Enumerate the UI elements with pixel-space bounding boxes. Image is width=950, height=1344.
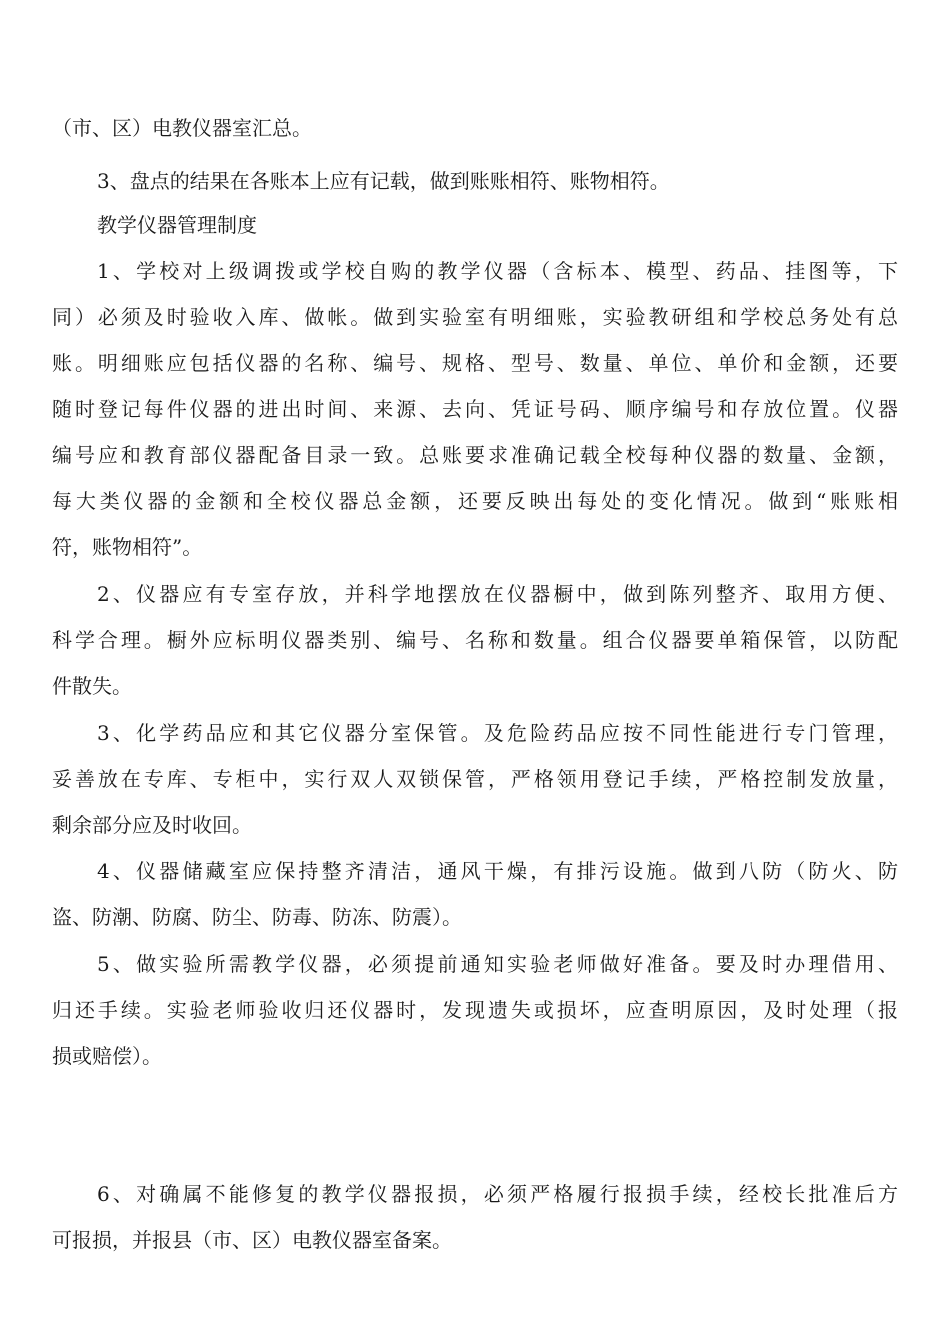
text-line: 编号应和教育部仪器配备目录一致。总账要求准确记载全校每种仪器的数量、金额， — [52, 443, 898, 467]
text-line: 5、做实验所需教学仪器，必须提前通知实验老师做好准备。要及时办理借用、 — [97, 952, 898, 976]
text-line: 随时登记每件仪器的进出时间、来源、去向、凭证号码、顺序编号和存放位置。仪器 — [52, 397, 898, 421]
text-line: 妥善放在专库、专柜中，实行双人双锁保管，严格领用登记手续，严格控制发放量， — [52, 767, 898, 791]
text-line: 盗、防潮、防腐、防尘、防毒、防冻、防震）。 — [52, 905, 462, 929]
section-heading: 教学仪器管理制度 — [97, 213, 257, 237]
text-line: （市、区）电教仪器室汇总。 — [52, 116, 312, 140]
text-line: 归还手续。实验老师验收归还仪器时，发现遗失或损坏，应查明原因，及时处理（报 — [52, 998, 898, 1022]
text-line: 3、化学药品应和其它仪器分室保管。及危险药品应按不同性能进行专门管理， — [97, 721, 898, 745]
text-line: 账。明细账应包括仪器的名称、编号、规格、型号、数量、单位、单价和金额，还要 — [52, 351, 898, 375]
text-line: 6、对确属不能修复的教学仪器报损，必须严格履行报损手续，经校长批准后方 — [97, 1182, 898, 1206]
text-line: 2、仪器应有专室存放，并科学地摆放在仪器橱中，做到陈列整齐、取用方便、 — [97, 582, 898, 606]
text-line: 3、盘点的结果在各账本上应有记载，做到账账相符、账物相符。 — [97, 169, 670, 193]
text-line: 1、学校对上级调拨或学校自购的教学仪器（含标本、模型、药品、挂图等，下 — [97, 259, 898, 283]
text-line: 件散失。 — [52, 674, 132, 698]
text-line: 剩余部分应及时收回。 — [52, 813, 252, 837]
text-line: 损或赔偿）。 — [52, 1044, 162, 1068]
text-line: 可报损，并报县（市、区）电教仪器室备案。 — [52, 1228, 452, 1252]
text-line: 符，账物相符”。 — [52, 535, 203, 559]
text-line: 科学合理。橱外应标明仪器类别、编号、名称和数量。组合仪器要单箱保管，以防配 — [52, 628, 898, 652]
text-line: 同）必须及时验收入库、做帐。做到实验室有明细账，实验教研组和学校总务处有总 — [52, 305, 898, 329]
text-line: 每大类仪器的金额和全校仪器总金额，还要反映出每处的变化情况。做到“账账相 — [52, 489, 898, 513]
text-line: 4、仪器储藏室应保持整齐清洁，通风干燥，有排污设施。做到八防（防火、防 — [97, 859, 898, 883]
